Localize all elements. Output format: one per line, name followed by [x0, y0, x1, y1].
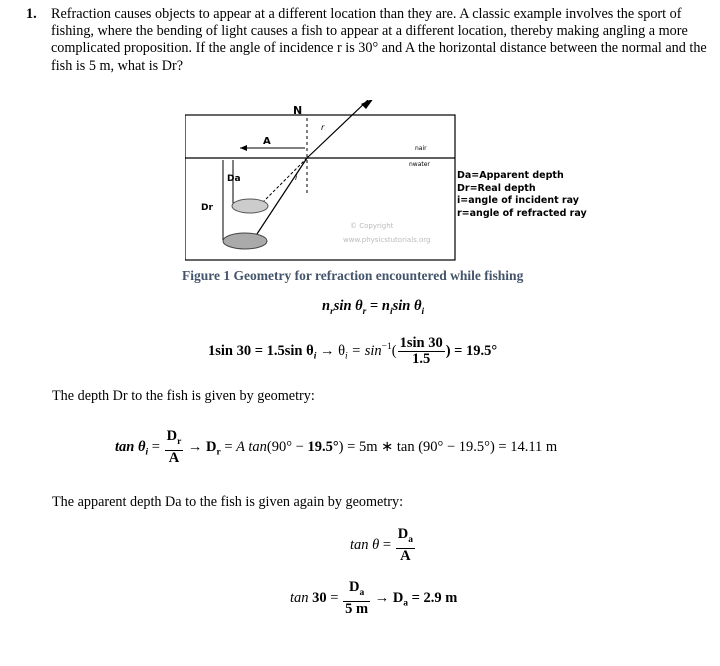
legend-refracted: r=angle of refracted ray [457, 207, 587, 219]
refracted-label: r [321, 123, 325, 132]
eq2-fraction [398, 336, 445, 367]
equation-apparent-solve: tan 30 = $\frac{D_a}{5 m}$ → $D_a = 2.9$ m [290, 579, 458, 617]
eq5-result: = 2.9 m [408, 589, 458, 606]
apparent-fish [232, 199, 268, 213]
figure-legend [457, 170, 587, 220]
figure-caption: Figure 1 Geometry for refraction encountered while fishing [182, 268, 524, 283]
legend-apparent: Da=Apparent depth [457, 170, 564, 181]
copyright-url: www.physicstutorials.org [343, 236, 431, 244]
legend-real: Dr=Real depth [457, 182, 536, 194]
incident-label: i [295, 173, 298, 182]
question-text: Refraction causes objects to appear at a different location than they are. A classic example involves the sport of fishing, where the bending of light causes a fish to appear at a different location, thereby making angling a more complicated proposition. If the angle of incidence r is 30° and A the horizontal distance between the normal and the fish is 5 m, what is Dr? [51, 6, 707, 74]
equation-apparent-def: tan θ = $\frac{D_a}{A}$ [350, 526, 413, 564]
refraction-figure [185, 100, 615, 265]
distance-arrow [240, 145, 247, 151]
apparent-ray [260, 158, 307, 205]
real-depth-label: Dr [201, 203, 213, 213]
apparent-depth-label: Da [227, 174, 241, 184]
equation-real-depth: $\tan \theta_i$ = $\frac{D_r}{A}$ → $D_r = A$ tan(90° − 19.5°) = 5m ∗ tan (90° − 19.5°) = 14.11 m [115, 428, 558, 466]
question-number: 1. [26, 6, 37, 22]
question [26, 6, 710, 75]
air-ray [307, 100, 368, 158]
water-index-label: nwater [409, 161, 430, 168]
real-fish [223, 233, 267, 249]
air-index-label: nair [415, 145, 427, 152]
real-depth-text: The depth Dr to the fish is given by geometry: [52, 388, 315, 404]
air-ray-arrow [361, 100, 374, 109]
eq2-left: 1sin 30 = 1.5sin θ [208, 342, 314, 359]
copyright-label: © Copyright [350, 222, 394, 230]
eq3-result: = 5m ∗ tan (90° − 19.5°) = 14.11 m [343, 438, 558, 455]
eq2-mid: → θ [316, 342, 346, 359]
equation-snell-solve: 1sin 30 = 1.5sin $\theta_i \to \theta_i = \sin^{-1}$( $\frac{1\sin 30}{1.5}$ ) = 19.5° [208, 335, 498, 367]
eq2-result: ) = 19.5° [445, 342, 498, 359]
apparent-depth-text: The apparent depth Da to the fish is given again by geometry: [52, 494, 404, 510]
legend-incident: i=angle of incident ray [457, 195, 579, 206]
equation-snell: $n_r\sin$ $\theta_r = n_i\sin$ $\theta_i$ [322, 298, 425, 317]
normal-label: N [293, 104, 303, 117]
eq2-frac-num: 1sin 30 [399, 335, 443, 351]
distance-label: A [263, 136, 271, 147]
eq2-frac-den: 1.5 [412, 351, 431, 367]
eq2-sin: = sin [347, 342, 382, 359]
water-ray [253, 158, 307, 240]
